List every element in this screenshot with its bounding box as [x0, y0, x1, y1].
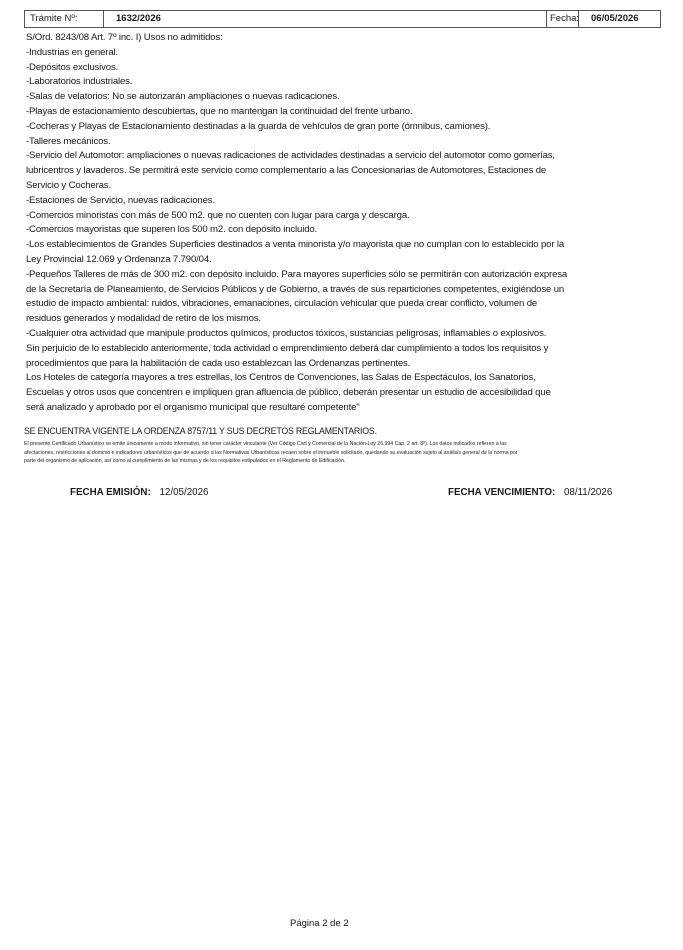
body-text-line: -Estaciones de Servicio, nuevas radicaciones.	[26, 194, 215, 206]
body-text-line: -Laboratorios industriales.	[26, 76, 133, 88]
body-text-line: procedimientos que para la habilitación de cada uso establezcan las Ordenanzas pertinentes.	[26, 357, 411, 369]
body-text-line: Los Hoteles de categoría mayores a tres estrellas, los Centros de Convenciones, las Salas de Espectáculos, los Sanatorios,	[26, 372, 536, 384]
body-text-line: será analizado y aprobado por el organismo municipal que resultaré competente"	[26, 401, 360, 413]
body-text-line: de la Secretaría de Planeamiento, de Servicios Públicos y de Gobierno, a través de sus reparticiones competentes, exigiéndose un	[26, 283, 565, 295]
body-text-line: -Talleres mecánicos.	[26, 135, 111, 147]
disclaimer-line: El presente Certificado Urbanístico se emite únicamente a modo informativo, sin tener carácter vinculante (Ver Código Civil y Comercial de la Nación-Ley 26.994 Cap. 2 art. 8º). Los datos indicados refieren a las	[24, 441, 507, 447]
header-divider	[103, 11, 104, 27]
fecha-emision-value: 12/05/2026	[159, 487, 209, 498]
tramite-header	[24, 10, 661, 28]
body-text-line: -Pequeños Talleres de más de 300 m2. con depósito incluido. Para mayores superficies sólo se permitirán con autorización expresa	[26, 268, 568, 280]
header-divider	[578, 11, 579, 27]
body-text-line: -Servicio del Automotor: ampliaciones o nuevas radicaciones de actividades destinadas a servicio del automotor como gomerías,	[26, 150, 555, 162]
body-text-line: -Depósitos exclusivos.	[26, 61, 119, 73]
body-text-line: Servicio y Cocheras.	[26, 179, 111, 191]
fecha-label: Fecha:	[550, 13, 580, 24]
body-text-line: Sin perjuicio de lo establecido anteriormente, toda actividad o emprendimiento deberá dar cumplimiento a todos los requisitos y	[26, 342, 549, 354]
body-text-line: S/Ord. 8243/08 Art. 7º inc. I) Usos no admitidos:	[26, 32, 223, 43]
disclaimer-line: afectaciones, restricciones al dominio e indicadores urbanísticos que de acuerdo a las Normativas Urbanísticas recaen sobre el inmueble solicitado, quedando su evaluación sujeto al análisis general de la norma por	[24, 449, 518, 456]
usos-no-admitidos-text	[26, 31, 586, 416]
fecha-value: 06/05/2026	[591, 13, 639, 24]
body-text-line: -Cualquier otra actividad que manipule productos químicos, productos tóxicos, sustancias peligrosas, inflamables o explosivos.	[26, 327, 547, 339]
body-text-line: -Los establecimientos de Grandes Superficies destinados a venta minorista y/o mayorista que no cumplan con lo establecido por la	[26, 239, 565, 251]
body-text-line: -Cocheras y Playas de Estacionamiento destinadas a la guarda de vehículos de gran porte (ómnibus, camiones).	[26, 120, 491, 132]
fecha-vencimiento	[448, 487, 612, 498]
tramite-number: 1632/2026	[116, 13, 161, 24]
body-text-line: -Playas de estacionamiento descubiertas, que no mantengan la continuidad del frente urbano.	[26, 105, 413, 117]
tramite-label: Trámite Nº:	[30, 13, 78, 24]
page-number: Página 2 de 2	[290, 918, 349, 929]
fecha-vencimiento-label: FECHA VENCIMIENTO:	[448, 487, 556, 498]
body-text-line: Escuelas y otros usos que concentren e impliquen gran afluencia de público, deberán presentar un estudio de accesibilidad que	[26, 387, 551, 399]
header-divider	[546, 11, 547, 27]
fecha-emision	[70, 487, 209, 498]
fecha-vencimiento-value: 08/11/2026	[563, 487, 613, 498]
body-text-line: -Industrias en general.	[26, 46, 119, 58]
disclaimer-paragraph	[24, 440, 664, 466]
fecha-emision-label: FECHA EMISIÓN:	[70, 487, 151, 498]
body-text-line: -Comercios minoristas con más de 500 m2. que no cuenten con lugar para carga y descarga.	[26, 209, 410, 221]
body-text-line: lubricentros y lavaderos. Se permitirá este servicio como complementario a las Concesionarias de Automotores, Estaciones de	[26, 165, 547, 177]
ordenanza-vigente-notice: SE ENCUENTRA VIGENTE LA ORDENZA 8757/11 Y SUS DECRETOS REGLAMENTARIOS.	[24, 426, 377, 436]
body-text-line: Ley Provincial 12.069 y Ordenanza 7.790/04.	[26, 253, 212, 265]
body-text-line: residuos generados y modalidad de retiro de los mismos.	[26, 313, 261, 325]
disclaimer-line: parte del organismo de aplicación, así como al cumplimiento de las mismas y de los requisitos estipulados en el Reglamento de Edificación.	[24, 458, 346, 465]
body-text-line: -Comercios mayoristas que superen los 500 m2. con depósito incluido.	[26, 224, 318, 236]
body-text-line: -Salas de velatorios: No se autorizarán ampliaciones o nuevas radicaciones.	[26, 91, 340, 103]
body-text-line: estudio de impacto ambiental: ruidos, vibraciones, emanaciones, circulación vehicular que pueda crear conflicto, volumen de	[26, 298, 538, 310]
